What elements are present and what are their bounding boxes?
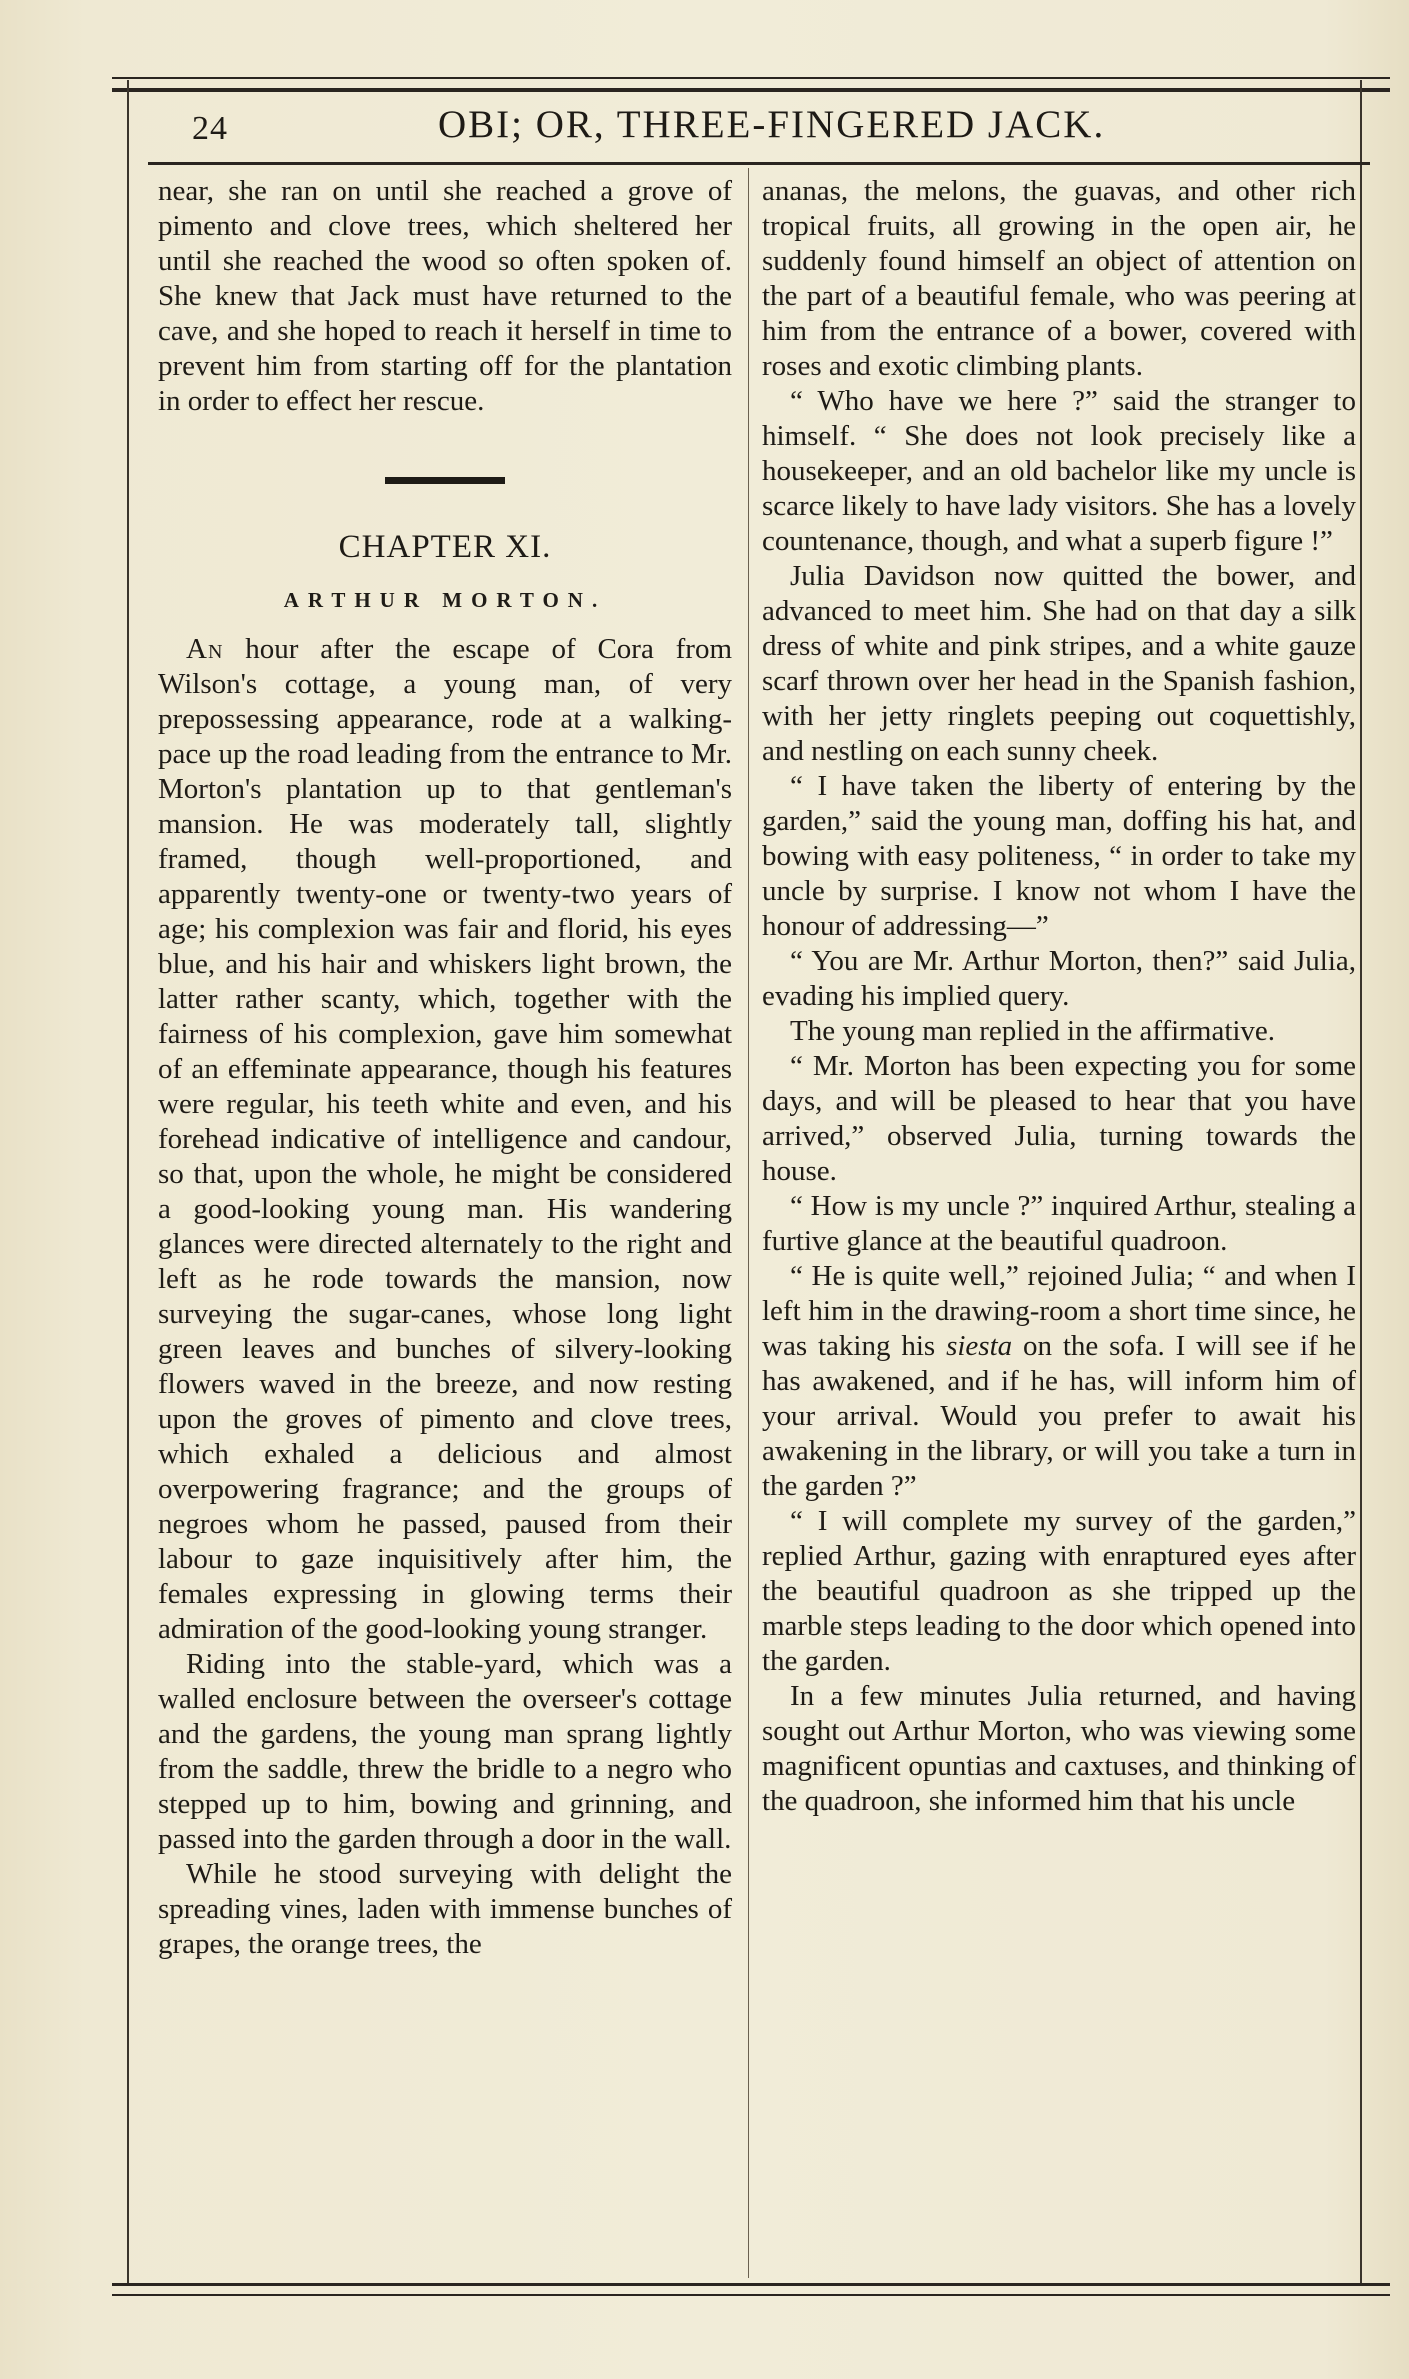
paragraph: “ I have taken the liberty of entering by the garden,” said the young man, doffing his hat, and bowing with easy politeness, “ in order to take my uncle by surprise. I know not whom I have the honour of addressing—” [762, 770, 1356, 942]
top-border-rule-thick [112, 88, 1390, 92]
chapter-subtitle: ARTHUR MORTON. [283, 588, 607, 612]
chapter-opening-paragraph [158, 632, 732, 1647]
paragraph: The young man replied in the affirmative. [790, 1015, 1276, 1047]
paragraph-text: on the sofa. I will see if he has awakened, and if he has, will inform him of your arrival. Would you prefer to await his awakening in the library, or will you take a turn in the garden ?” [762, 1330, 1356, 1502]
running-header [148, 96, 1370, 160]
opening-word: An [186, 633, 224, 665]
section-break-rule [385, 477, 505, 484]
paragraph: ananas, the melons, the guavas, and other rich tropical fruits, all growing in the open air, he suddenly found himself an object of attention on the part of a beautiful female, who was peering at him from the entrance of a bower, covered with roses and exotic climbing plants. [762, 175, 1356, 382]
paragraph-text: hour after the escape of Cora from Wilson's cottage, a young man, of very prepossessing appearance, rode at a walking-pace up the road leading from the entrance to Mr. Morton's plantation up to that gentleman's mansion. He was moderately tall, slightly framed, though well-proportioned, and apparently twenty-one or twenty-two years of age; his complexion was fair and florid, his eyes blue, and his hair and whiskers light brown, the latter rather scanty, which, together with the fairness of his complexion, gave him somewhat of an effeminate appearance, though his features were regular, his teeth white and even, and his forehead indicative of intelligence and candour, so that, upon the whole, he might be considered a good-looking young man. His wandering glances were directed alternately to the right and left as he rode towards the mansion, now surveying the sugar-canes, whose long light green leaves and bunches of silvery-looking flowers waved in the breeze, and now resting upon the groves of pimento and clove trees, which exhaled a delicious and almost overpowering fragrance; and the groups of negroes whom he passed, paused from their labour to gaze inquisitively after him, the females expressing in glowing terms their admiration of the good-looking young stranger. [158, 633, 733, 1645]
paragraph: “ How is my uncle ?” inquired Arthur, stealing a furtive glance at the beautiful quadroon. [762, 1190, 1356, 1257]
paragraph: “ You are Mr. Arthur Morton, then?” said Julia, evading his implied query. [762, 945, 1356, 1012]
right-column [762, 174, 1356, 1819]
running-title: OBI; OR, THREE-FINGERED JACK. [438, 103, 1106, 146]
paragraph: “ I will complete my survey of the garden,” replied Arthur, gazing with enraptured eyes after the beautiful quadroon as she tripped up the marble steps leading to the door which opened into the garden. [762, 1505, 1356, 1677]
paragraph [762, 1259, 1356, 1504]
paragraph: “ Who have we here ?” said the stranger to himself. “ She does not look precisely like a housekeeper, and an old bachelor like my uncle is scarce likely to have lady visitors. She has a lovely countenance, though, and what a superb figure !” [762, 385, 1356, 557]
italic-word: siesta [946, 1330, 1013, 1362]
page-number: 24 [192, 110, 228, 147]
chapter-title: CHAPTER XI. [338, 529, 552, 565]
paragraph: Julia Davidson now quitted the bower, and advanced to meet him. She had on that day a silk dress of white and pink stripes, and a white gauze scarf thrown over her head in the Spanish fashion, with her jetty ringlets peeping out coquettishly, and nestling on each sunny cheek. [762, 560, 1356, 767]
bottom-border-rule-thick [112, 2283, 1390, 2286]
paragraph-text: “ He is quite well,” rejoined Julia; “ and when I left him in the drawing-room a short time since, he was taking his [762, 1260, 1356, 1362]
paragraph: While he stood surveying with delight the spreading vines, laden with immense bunches of grapes, the orange trees, the [158, 1858, 732, 1960]
right-frame-rule [1360, 80, 1362, 2286]
paragraph: near, she ran on until she reached a grove of pimento and clove trees, which sheltered her until she reached the wood so often spoken of. She knew that Jack must have returned to the cave, and she hoped to reach it herself in time to prevent him from starting off for the plantation in order to effect her rescue. [158, 175, 732, 417]
paragraph: In a few minutes Julia returned, and having sought out Arthur Morton, who was viewing some magnificent opuntias and caxtuses, and thinking of the quadroon, she informed him that his uncle [762, 1680, 1356, 1817]
paragraph: Riding into the stable-yard, which was a walled enclosure between the overseer's cottage and the gardens, the young man sprang lightly from the saddle, threw the bridle to a negro who stepped up to him, bowing and grinning, and passed into the garden through a door in the wall. [158, 1648, 732, 1855]
paragraph: “ Mr. Morton has been expecting you for some days, and will be pleased to hear that you have arrived,” observed Julia, turning towards the house. [762, 1050, 1356, 1187]
top-border-rule-thin [112, 77, 1390, 79]
left-frame-rule [127, 80, 129, 2286]
bottom-border-rule-thin [112, 2294, 1390, 2296]
column-divider [748, 168, 749, 2278]
header-rule [148, 162, 1370, 165]
left-column [158, 174, 732, 1962]
